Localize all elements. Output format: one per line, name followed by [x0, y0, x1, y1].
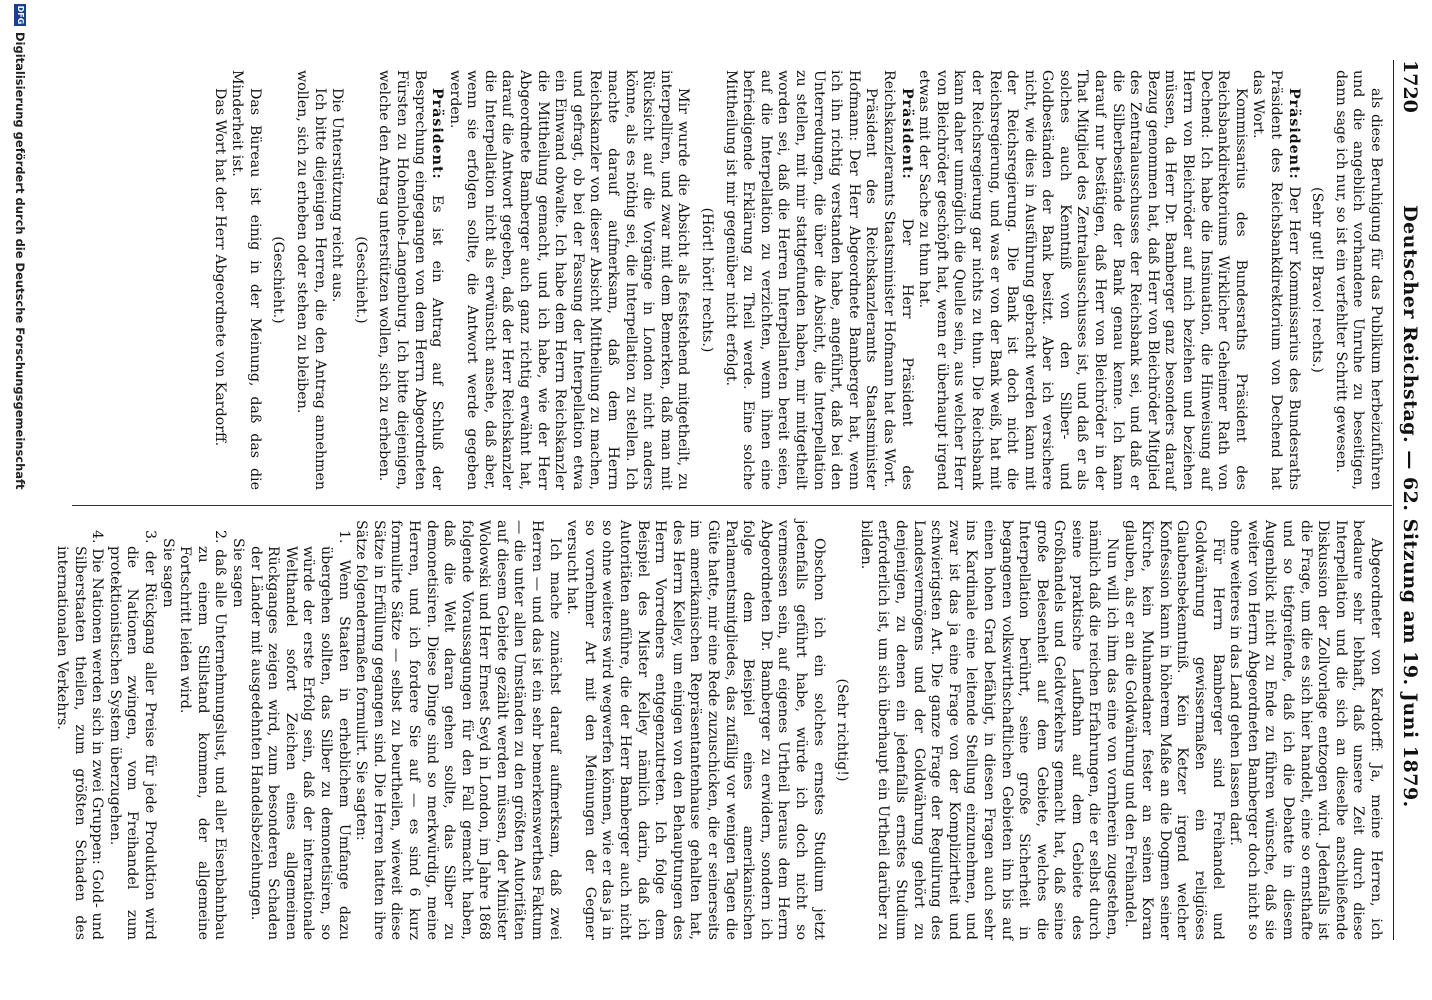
paragraph: Sie sagen [230, 538, 246, 608]
page-header [1398, 60, 1422, 940]
paragraph: Das Büreau ist einig in der Meinung, daß das die Minderheit ist. [229, 70, 263, 490]
paragraph: Ich mache zunächst darauf aufmerksam, daß zwei Herren — und das ist ein sehr bemerkenswerthes Faktum — die unter allen Umständen zu den größten Autoritäten auf diesem Gebiete gezählt werden müssen, der Minister Wolowski und Herr Ernest Seyd in London, im Jahre 1868 folgende Voraussagungen für den Fall gemacht haben, daß die Welt daran gehen sollte, das Silber zu demonetisiren. Diese Dinge sind so merkwürdig, meine Herren, und ich fordere Sie auf — es sind 6 kurz formulirte Sätze — selbst zu beurtheilen, wieweit diese Sätze in Erfüllung gegangen sind. Die Herren hatten ihre Sätze folgendermaßen formulirt. Sie sagten: [353, 520, 563, 940]
dfg-logo: DFG [16, 5, 25, 25]
paragraph: Die Unterstützung reicht aus. [329, 88, 346, 303]
paragraph: Das Wort hat der Herr Abgeordnete von Kardorff. [211, 88, 228, 447]
numbered-point: 3. der Rückgang aller Preise für jede Produktion wird die Nationen zwingen, vom Freihandel zum protektionistischen System überzugehen. [106, 530, 159, 940]
stage-direction: (Hört! hört! rechts.) [699, 207, 716, 353]
speech-paragraph [1249, 70, 1302, 490]
numbered-point: 2. daß alle Unternehmungslust, und aller Eisenbahnbau zu einem Stillstand kommen, der allgemeine Fortschritt leiden wird. [177, 530, 229, 940]
paragraph: Nun will ich ihm das eine von vornherein zugestehen, nämlich daß die reichen Erfahrungen, die er selbst durch seine praktische Laufbahn auf dem Gebiete des Großhandels und Geldverkehrs gemacht hat, daß seine große Belesenheit auf dem Gebiete, welches die Interpellation berührt, seine große Sicherheit in begangenen volkswirthschaftlichen Gebieten ihn bis auf einen hohen Grad befähigt, in diesen Fragen auch sehr ins Kardinale eine leitende Stellung einzunehmen, und zwar ist das ja eine Frage von der Komplizirtheit und schwierigsten Art. Die ganze Frage der Regulirung des Landesvermögens und der Goldwährung gehört zu denjenigen, zu denen ein jedenfalls ernstes Studium erforderlich ist, um sich überhaupt ein Urtheil darüber zu bilden. [857, 520, 1121, 940]
left-column [210, 70, 1384, 490]
speaker-name: Präsident: [1285, 88, 1302, 180]
speech-text: Es ist ein Antrag auf Schluß der Besprechung eingegangen von dem Herrn Abgeordneten Fürsten zu Hohenlohe-Langenburg. Ich bitte diejenigen, welche den Antrag unterstützen wollen, sich zu erheben. [376, 70, 446, 490]
stage-direction: (Geschieht.) [270, 236, 287, 324]
speaker-name: Präsident: [429, 88, 446, 180]
speech-text: Der Herr Präsident des Reichskanzleramts Staatsminister Hofmann hat das Wort. [880, 70, 915, 490]
paragraph: Präsident des Reichskanzleramts Staatsminister Hofmann: Der Herr Abgeordnete Bamberger hat, wenn ich ihn richtig verstanden habe, angeführt, daß bei den Unterredungen, die über die Absicht, die Interpellation zu stellen, mit mir stattgefunden haben, mir mitgetheilt worden sei, daß die Herren Interpellanten bereit seien, auf die Interpellation zu verzichten, wenn ihnen eine befriedigende Erklärung zu Theil werde. Eine solche Mittheilung ist mir gegenüber nicht erfolgt. [722, 70, 880, 490]
paragraph: Sie sagen [159, 538, 176, 608]
column-divider [72, 505, 1392, 506]
page-number: 1720 [1399, 60, 1421, 113]
running-title: Deutscher Reichstag. — 62. Sitzung am 19. Juni 1879. [1399, 205, 1421, 808]
paragraph: Mir wurde die Absicht als feststehend mitgetheilt, zu interpelliren, und zwar mit dem Bemerken, daß man mit Rücksicht auf die Vorgänge in London nicht anders könne, als es nöthig sei, die Interpellation zu stellen. Ich machte darauf aufmerksam, daß dem Herrn Reichskanzler von dieser Absicht Mittheilung zu machen, und gefragt, ob bei der Fassung der Interpellation etwa ein Einwand obwalte. Ich habe dem Herrn Reichskanzler die Mittheilung gemacht, und ich habe, wie der Herr Abgeordnete Bamberger auch ganz richtig erwähnt hat, darauf die Antwort gegeben, daß der Herr Reichskanzler die Interpellation nicht als erwünscht ansehe, daß aber, wenn sie erfolgen sollte, die Antwort werde gegeben werden. [446, 70, 692, 490]
digitization-credit [3, 0, 37, 1000]
speech-paragraph [375, 70, 445, 490]
paragraph: als diese Beruhigung für das Publikum herbeizuführen und die angeblich vorhandene Unruhe zu beseitigen, dann sage ich nur, so ist ein verfehlter Schritt gewesen. [1332, 70, 1384, 490]
header-rule [1393, 60, 1394, 940]
right-column [52, 520, 1384, 940]
stage-direction: (Geschieht.) [352, 236, 369, 324]
numbered-point: 1. Wenn Staaten in erheblichem Umfange dazu übergehen sollten, das Silber zu demonetisiren, so würde der erste Erfolg sein, daß der internationale Welthandel sofort Zeichen eines allgemeinen Rückganges zeigen wird, zum besonderen Schaden der Länder mit ausgedehnten Handelsbeziehungen. [247, 530, 352, 940]
speech-text: Der Herr Kommissarius des Bundesraths Präsident des Reichsbankdirektorium von Dechend hat das Wort. [1250, 70, 1302, 490]
stage-direction: (Sehr gut! Bravo! rechts.) [1309, 187, 1326, 373]
paragraph: Für Herrn Bamberger sind Freihandel und Goldwährung gewissermaßen ein religiöses Glaubensbekenntniß. Kein Ketzer irgend welcher Konfession kann in höherem Maße an die Dogmen seiner Kirche, kein Muhamedaner fester an seinen Koran glauben, als er an die Goldwährung und den Freihandel. [1121, 520, 1226, 940]
stage-direction: (Sehr richtig!) [834, 678, 851, 782]
paragraph: Ich bitte diejenigen Herren, die den Antrag annehmen wollen, sich zu erheben oder stehen zu bleiben. [293, 70, 328, 490]
speech-paragraph [879, 70, 914, 490]
paragraph: Kommissarius des Bundesraths Präsident des Reichsbankdirektoriums Wirklicher Geheimer Rath von Dechend: Ich habe die Insinuation, die Hinweisung auf Herrn von Bleichröder auf mich beziehen und beziehen müssen, da Herr Dr. Bamberger ganz besonders darauf Bezug genommen hat, daß Herr von Bleichröder Mitglied des Zentralausschusses der Reichsbank sei, und daß er die Silberbestände der Bank genau kenne. Ich kann darauf nur bestätigen, daß Herr von Bleichröder in der That Mitglied des Zentralausschusses ist, und daß er als solches auch Kenntniß von den Silber- und Goldbeständen der Bank besitzt. Aber ich versichere nicht, wie dies in Ausführung gebracht werden kann mit der Reichsregierung. Die Bank ist doch nicht die Reichsregierung, und was er von der Bank weiß, hat mit der Reichsregierung gar nichts zu thun. Die Reichsbank kann daher unmöglich die Quelle sein, aus welcher Herr von Bleichröder geschöpft hat, wenn er überhaupt irgend etwas mit der Sache zu thun hat. [916, 70, 1249, 490]
credit-text: Digitalisierung gefördert durch die Deutsche Forschungsgemeinschaft [13, 32, 27, 490]
paragraph: Abgeordneter von Kardorff: Ja, meine Herren, ich bedaure sehr lebhaft, daß unsere Zeit durch diese Interpellation und die sich an dieselbe anschließende Diskussion der Zollvorlage entzogen wird. Jedenfalls ist die Frage, um die es sich hier handelt, eine so ernsthafte und so tiefgreifende, daß ich die Debatte in diesem Augenblick nicht zu Ende zu führen wünsche, daß sie weiter von Herrn Abgeordneten Bamberger doch nicht so ohne weiteres in das Land gehen lassen darf. [1227, 520, 1384, 940]
paragraph: Obschon ich ein solches ernstes Studium jetzt jedenfalls geführt habe, würde ich doch nicht so vermessen sein, auf eigenes Urtheil heraus dem Herrn Abgeordneten Dr. Bamberger zu erwidern, sondern ich folge dem Beispiel eines amerikanischen Parlamentsmitgliedes, das zufällig vor wenigen Tagen die Güte hatte, mir eine Rede zuzuschicken, die er seinerseits im amerikanischen Repräsentantenhause gehalten hat, des Herrn Kelley, um einigen von den Behauptungen des Herrn Vorredners entgegenzutreten. Ich folge dem Beispiel des Mister Kelley nämlich darin, daß ich Autoritäten anführe, die der Herr Bamberger auch nicht so ohne weiteres wird wegwerfen können, wie er das ja in so vornehmer Art mit den Meinungen der Gegner versucht hat. [564, 520, 827, 940]
numbered-point: 4. Die Nationen werden sich in zwei Gruppen: Gold- und Silberstaaten theilen, zum größten Schaden des internationalen Verkehrs. [54, 530, 106, 940]
speaker-name: Präsident: [898, 88, 915, 180]
